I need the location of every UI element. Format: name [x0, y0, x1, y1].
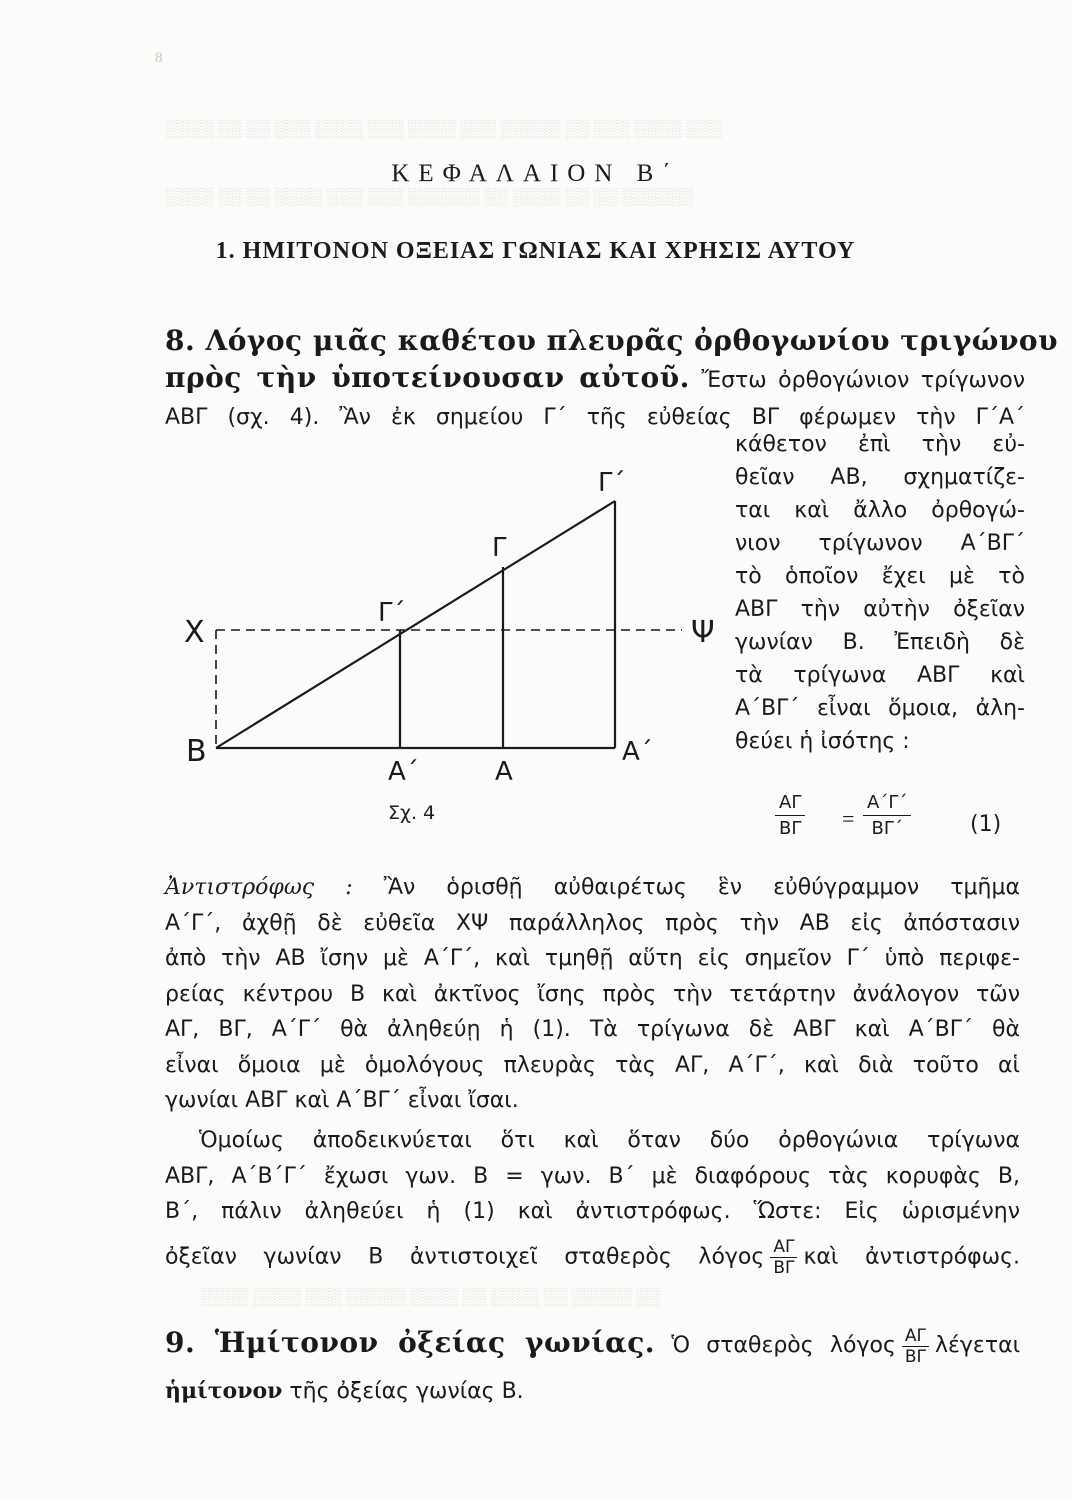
fraction-denominator: ΒΓ [773, 1257, 795, 1278]
column-line: Α΄ΒΓ΄ εἶναι ὅμοια, ἀλη- [735, 696, 1025, 721]
figure-4 [170, 455, 730, 795]
para9-line2 [165, 1371, 1020, 1412]
chapter-title: ΚΕΦΑΛΑΙΟΝ Β΄ [391, 160, 680, 187]
converse-line: ρείας κέντρου Β καὶ ἀκτῖνος ἴσης πρὸς τὴν τετάρτην ἀνάλογον τῶν [165, 981, 1020, 1007]
label-G-prime-inner: Γ΄ [378, 598, 406, 628]
converse-line: Α΄Γ΄, ἀχθῇ δὲ εὐθεῖα ΧΨ παράλληλος πρὸς τὴν ΑΒ εἰς ἀπόστασιν [165, 910, 1020, 936]
para8-title-line1: 8. Λόγος μιᾶς καθέτου πλευρᾶς ὀρθογωνίου τριγώνου [165, 324, 1058, 357]
para8-text-line2: Ἔστω ὀρθογώνιον τρίγωνον [689, 368, 1025, 393]
label-A-prime-inner: Α΄ [388, 757, 419, 787]
column-line: τὰ τρίγωνα ΑΒΓ καὶ [735, 663, 1025, 688]
bleed-through-text: ░░░░ ░░ ░░ ░░░ ░░░░ ░░░ ░░░░ ░░░ ░░░░░ ░░ ░░░ ░░░░ ░░░ [165, 119, 722, 138]
para9-text-pre: Ὁ σταθερὸς λόγος [655, 1333, 896, 1358]
similar-line: Ὁμοίως ἀποδεικνύεται ὅτι καὶ ὅταν δύο ὀρθογώνια τρίγωνα [199, 1128, 1020, 1153]
para9-line2-rest: τῆς ὀξείας γωνίας Β. [282, 1379, 524, 1404]
ratio-fraction [770, 1238, 797, 1277]
label-X: Χ [184, 615, 205, 650]
fraction-right [863, 792, 911, 839]
para8-title-line2: πρὸς τὴν ὑποτείνουσαν αὐτοῦ. [165, 361, 690, 394]
converse-line [165, 870, 1020, 906]
converse-line: ἀπὸ τὴν ΑΒ ἴσην μὲ Α΄Γ΄, καὶ τμηθῇ αὕτη εἰς σημεῖον Γ΄ ὑπὸ περιφε- [165, 946, 1020, 971]
label-A: Α [495, 757, 513, 787]
wrapped-column [735, 428, 1025, 758]
bleed-through-text: ░░░░ ░░ ░░ ░░░░ ░░░ ░░░ ░░░░░░ ░░ ░░░░ ░░ ░░ ░░░░░░ [165, 187, 694, 206]
column-line: ται καὶ ἄλλο ὀρθογώ- [735, 498, 1025, 523]
para9-line1 [165, 1318, 1020, 1371]
column-line: τὸ ὁποῖον ἔχει μὲ τὸ [735, 564, 1025, 589]
similar-line: ΑΒΓ, Α΄Β΄Γ΄ ἔχωσι γων. Β = γων. Β΄ μὲ διαφόρους τὰς κορυφὰς Β, [165, 1163, 1020, 1189]
column-line: κάθετον ἐπὶ τὴν εὐ- [735, 432, 1025, 457]
fraction-numerator: Α΄Γ΄ [863, 792, 911, 816]
converse-line: εἶναι ὅμοια μὲ ὁμολόγους πλευρὰς τὰς ΑΓ, Α΄Γ΄, καὶ διὰ τοῦτο αἱ [165, 1052, 1020, 1078]
label-G-prime-outer: Γ΄ [598, 468, 626, 498]
fraction-left [775, 792, 805, 839]
paragraph-9 [165, 1318, 1020, 1412]
paragraph-converse [165, 870, 1020, 1119]
label-G: Γ [492, 533, 507, 563]
bleed-through-text: ░░░░ ░░░░ ░░░ ░░░░░ ░░░░ ░░ ░░░░ ░░ ░░░░░ ░░ [200, 1287, 660, 1306]
column-line: ΑΒΓ τὴν αὐτὴν ὀξεῖαν [735, 597, 1025, 622]
equation-1 [775, 792, 1025, 852]
similar-line: Β΄, πάλιν ἀληθεύει ἡ (1) καὶ ἀντιστρόφως. Ὥστε: Εἰς ὡρισμένην [165, 1199, 1020, 1224]
fraction-denominator: ΒΓ [904, 1346, 926, 1367]
similar-line4-pre: ὀξεῖαν γωνίαν Β ἀντιστοιχεῖ σταθερὸς λόγος [165, 1244, 765, 1269]
para8-text-line3: ΑΒΓ (σχ. 4). Ἂν ἐκ σημείου Γ΄ τῆς εὐθείας ΒΓ φέρωμεν τὴν Γ΄Α΄ [165, 405, 1025, 430]
fraction-numerator: ΑΓ [770, 1238, 797, 1258]
fraction-denominator: ΒΓ [779, 818, 802, 839]
column-line: νιον τρίγωνον Α΄ΒΓ΄ [735, 531, 1025, 556]
page-number: 8 [155, 50, 163, 66]
label-B: Β [186, 734, 207, 769]
column-line: θεῖαν ΑΒ, σχηματίζε- [735, 465, 1025, 490]
label-Psi: Ψ [691, 615, 715, 650]
similar-line4-post: καὶ ἀντιστρόφως. [803, 1244, 1021, 1269]
converse-line: γωνίαι ΑΒΓ καὶ Α΄ΒΓ΄ εἶναι ἴσαι. [165, 1088, 519, 1113]
label-A-prime-outer: Α΄ [622, 737, 653, 767]
para8-line2 [165, 359, 1025, 399]
converse-lead: Ἀντιστρόφως : [165, 875, 353, 900]
ratio-fraction [902, 1327, 929, 1366]
section-heading: 1. ΗΜΙΤΟΝΟΝ ΟΞΕΙΑΣ ΓΩΝΙΑΣ ΚΑΙ ΧΡΗΣΙΣ ΑΥΤΟΥ [215, 238, 856, 264]
converse-line1: Ἂν ὁρισθῇ αὐθαιρέτως ἓν εὐθύγραμμον τμῆμα [352, 875, 1020, 900]
paragraph-8 [165, 322, 1058, 436]
fraction-denominator: ΒΓ΄ [871, 818, 903, 839]
converse-line: ΑΓ, ΒΓ, Α΄Γ΄ θὰ ἀληθεύῃ ἡ (1). Τὰ τρίγωνα δὲ ΑΒΓ καὶ Α΄ΒΓ΄ θὰ [165, 1017, 1020, 1042]
para9-text-post: λέγεται [935, 1333, 1021, 1358]
similar-line [165, 1238, 1020, 1277]
column-line: γωνίαν Β. Ἐπειδὴ δὲ [735, 630, 1025, 655]
equals-sign: = [842, 806, 855, 831]
fraction-numerator: ΑΓ [902, 1327, 929, 1347]
column-line: θεύει ἡ ἰσότης : [735, 729, 910, 754]
hypotenuse-BG-prime [216, 501, 615, 748]
para9-title: 9. Ἡμίτονον ὀξείας γωνίας. [165, 1326, 656, 1359]
figure-caption: Σχ. 4 [388, 802, 436, 824]
term-hemitonon: ἡμίτονον [165, 1378, 283, 1404]
fraction-numerator: ΑΓ [775, 792, 805, 816]
equation-number: (1) [970, 812, 1002, 837]
paragraph-similar [165, 1123, 1020, 1277]
